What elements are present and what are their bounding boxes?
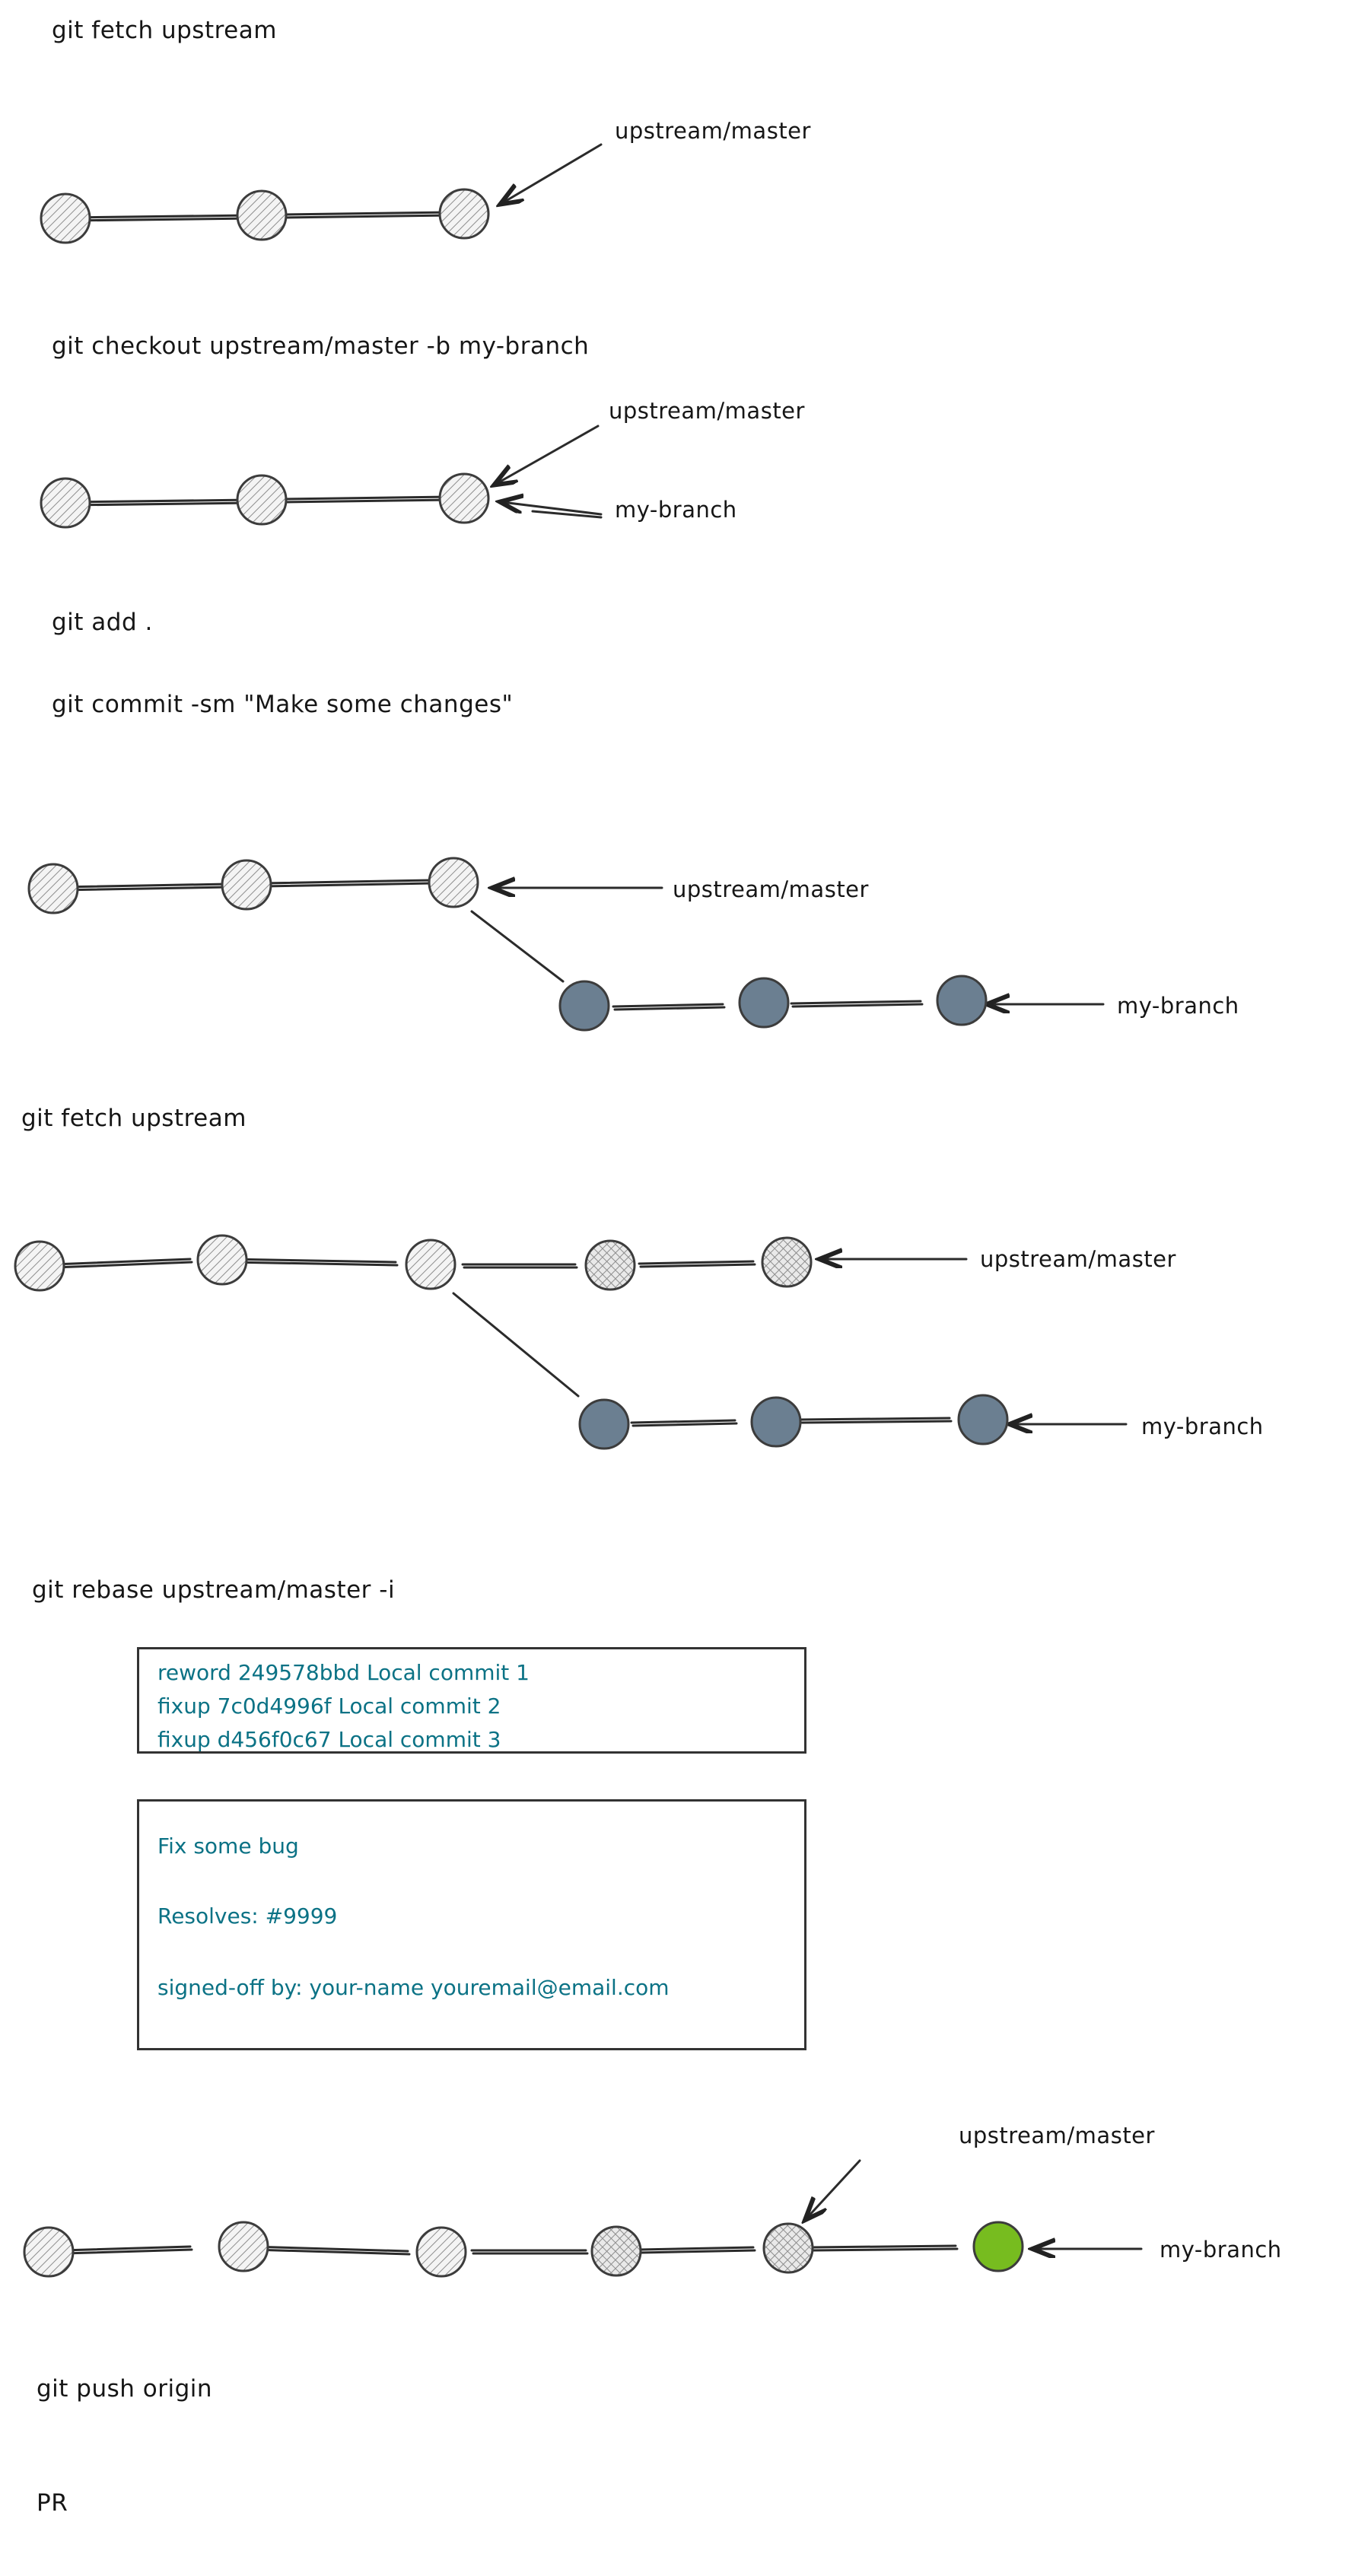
label-upstream-master-1: upstream/master: [615, 118, 811, 144]
commit-message-subject: Fix some bug: [157, 1833, 299, 1859]
local-commit-node: [740, 978, 788, 1027]
label-pr: PR: [37, 2489, 68, 2517]
command-git-add: git add .: [52, 609, 153, 636]
commit-message-box: [137, 1799, 806, 2050]
label-upstream-master-3: upstream/master: [673, 876, 869, 902]
commit-node: [429, 858, 478, 907]
commit-node: [41, 479, 90, 527]
local-commit-node: [560, 981, 609, 1030]
commit-node: [198, 1236, 247, 1284]
commit-node: [24, 2228, 73, 2276]
local-commit-node: [937, 976, 986, 1025]
label-my-branch-2: my-branch: [615, 497, 737, 523]
commit-node: [222, 860, 271, 909]
command-git-rebase: git rebase upstream/master -i: [32, 1576, 396, 1604]
command-git-fetch-upstream-2: git fetch upstream: [21, 1105, 247, 1132]
rebase-todo-line-2: fixup 7c0d4996f Local commit 2: [157, 1693, 501, 1719]
commit-node: [440, 474, 488, 523]
command-git-commit: git commit -sm "Make some changes": [52, 691, 514, 718]
commit-message-signoff: signed-off by: your-name youremail@email.com: [157, 1975, 670, 2000]
label-upstream-master-2: upstream/master: [609, 398, 805, 424]
commit-message-resolves: Resolves: #9999: [157, 1903, 338, 1929]
command-git-checkout-branch: git checkout upstream/master -b my-branch: [52, 332, 590, 360]
fetched-commit-node: [762, 1238, 811, 1286]
commit-node: [29, 864, 78, 913]
fetched-commit-node: [764, 2224, 813, 2272]
commit-node: [440, 189, 488, 238]
label-my-branch-4: my-branch: [1141, 1414, 1264, 1439]
label-upstream-master-5: upstream/master: [959, 2123, 1155, 2148]
rebase-todo-line-1: reword 249578bbd Local commit 1: [157, 1660, 530, 1685]
rebase-todo-box: [137, 1647, 806, 1754]
command-git-push-origin: git push origin: [37, 2375, 213, 2403]
commit-node: [41, 194, 90, 243]
commit-node: [15, 1242, 64, 1290]
label-upstream-master-4: upstream/master: [980, 1246, 1176, 1272]
label-my-branch-5: my-branch: [1160, 2237, 1282, 2263]
commit-node: [237, 475, 286, 524]
squashed-commit-node: [974, 2222, 1023, 2271]
local-commit-node: [752, 1398, 800, 1446]
command-git-fetch-upstream-1: git fetch upstream: [52, 17, 277, 44]
commit-node: [237, 191, 286, 240]
commit-node: [406, 1240, 455, 1289]
commit-node: [417, 2228, 466, 2276]
local-commit-node: [959, 1395, 1007, 1444]
rebase-todo-line-3: fixup d456f0c67 Local commit 3: [157, 1727, 501, 1752]
local-commit-node: [580, 1400, 628, 1449]
label-my-branch-3: my-branch: [1117, 993, 1239, 1019]
fetched-commit-node: [586, 1241, 635, 1290]
commit-node: [219, 2222, 268, 2271]
fetched-commit-node: [592, 2227, 641, 2275]
